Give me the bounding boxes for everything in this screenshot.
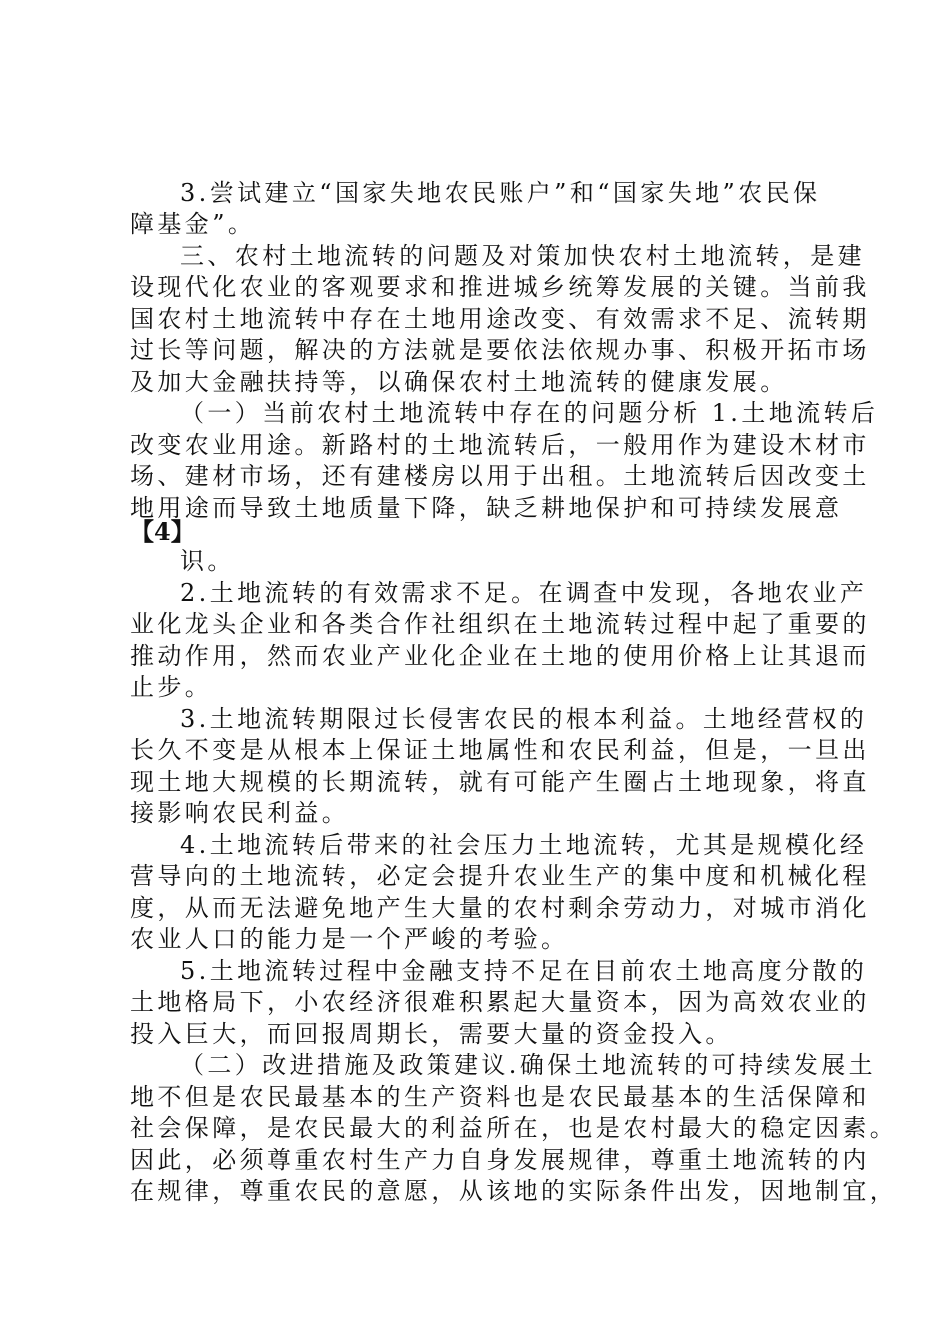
paragraph-line: 业化龙头企业和各类合作社组织在土地流转过程中起了重要的 bbox=[130, 610, 870, 638]
paragraph-line: （二）改进措施及政策建议.确保土地流转的可持续发展土 bbox=[180, 1051, 877, 1079]
paragraph-line: 度，从而无法避免地产生大量的农村剩余劳动力，对城市消化 bbox=[130, 894, 870, 922]
paragraph-line: 农业人口的能力是一个严峻的考验。 bbox=[130, 925, 569, 953]
paragraph-line: 地不但是农民最基本的生产资料也是农民最基本的生活保障和 bbox=[130, 1083, 870, 1111]
paragraph-line: 长久不变是从根本上保证土地属性和农民利益，但是，一旦出 bbox=[130, 736, 870, 764]
paragraph-line: 及加大金融扶持等，以确保农村土地流转的健康发展。 bbox=[130, 368, 788, 396]
paragraph-line: 接影响农民利益。 bbox=[130, 799, 350, 827]
paragraph-line: （一）当前农村土地流转中存在的问题分析 1.土地流转后 bbox=[180, 399, 879, 427]
paragraph-line: 推动作用，然而农业产业化企业在土地的使用价格上让其退而 bbox=[130, 642, 870, 670]
paragraph-line: 土地格局下，小农经济很难积累起大量资本，因为高效农业的 bbox=[130, 988, 870, 1016]
paragraph-line: 场、建材市场，还有建楼房以用于出租。土地流转后因改变土 bbox=[130, 462, 870, 490]
paragraph-line: 国农村土地流转中存在土地用途改变、有效需求不足、流转期 bbox=[130, 305, 870, 333]
paragraph-line: 5.土地流转过程中金融支持不足在目前农土地高度分散的 bbox=[180, 957, 868, 985]
paragraph-line: 障基金”。 bbox=[130, 210, 256, 238]
paragraph-line: 止步。 bbox=[130, 673, 213, 701]
paragraph-line: 4.土地流转后带来的社会压力土地流转，尤其是规模化经 bbox=[180, 831, 868, 859]
paragraph-line: 3.尝试建立“国家失地农民账户”和“国家失地”农民保 bbox=[180, 179, 821, 207]
paragraph-line: 地用途而导致土地质量下降，缺乏耕地保护和可持续发展意 bbox=[130, 494, 843, 522]
paragraph-line: 现土地大规模的长期流转，就有可能产生圈占土地现象，将直 bbox=[130, 768, 870, 796]
paragraph-line: 社会保障，是农民最大的利益所在，也是农村最大的稳定因素。 bbox=[130, 1114, 898, 1142]
paragraph-line: 因此，必须尊重农村生产力自身发展规律，尊重土地流转的内 bbox=[130, 1146, 870, 1174]
paragraph-line: 三、农村土地流转的问题及对策加快农村土地流转，是建 bbox=[180, 242, 865, 270]
paragraph-line: 投入巨大，而回报周期长，需要大量的资金投入。 bbox=[130, 1020, 733, 1048]
paragraph-line: 3.土地流转期限过长侵害农民的根本利益。土地经营权的 bbox=[180, 705, 868, 733]
paragraph-line: 营导向的土地流转，必定会提升农业生产的集中度和机械化程 bbox=[130, 862, 870, 890]
paragraph-line: 2.土地流转的有效需求不足。在调查中发现，各地农业产 bbox=[180, 579, 868, 607]
paragraph-line: 在规律，尊重农民的意愿，从该地的实际条件出发，因地制宜， bbox=[130, 1177, 898, 1205]
page-number-marker: 【4】 bbox=[130, 517, 195, 546]
paragraph-line: 过长等问题，解决的方法就是要依法依规办事、积极开拓市场 bbox=[130, 336, 870, 364]
paragraph-line: 改变农业用途。新路村的土地流转后，一般用作为建设木材市 bbox=[130, 431, 870, 459]
paragraph-line: 设现代化农业的客观要求和推进城乡统筹发展的关键。当前我 bbox=[130, 273, 870, 301]
paragraph-line: 识。 bbox=[180, 547, 235, 575]
